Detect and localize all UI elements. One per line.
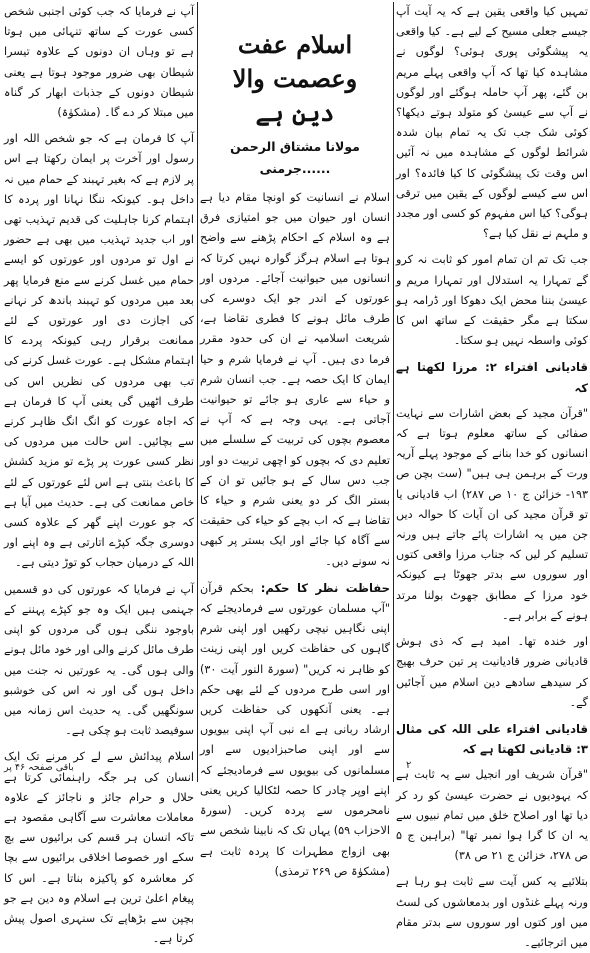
article-title-line-1: اسلام عفت وعصمت والا [232, 30, 358, 93]
middle-column [200, 2, 390, 878]
article-title-block [200, 28, 390, 180]
right-column [396, 2, 588, 949]
right-paragraph-5: "قرآن شریف اور انجیل سے یہ ثابت ہے کہ یہودیوں نے حضرت عیسیٰ کو رد کر دیا تھا اور اصلاح خلق میں تمام نبیوں سے یہ ان کا گرا ہوا نمبر تھا" (براہین ج ۵ ص ۲۷۸، خزائن ج ۲۱ ص ۳۸) [396, 768, 588, 863]
left-paragraph-3: آپ نے فرمایا کہ عورتوں کی دو قسمیں جہنمی ہیں ایک وہ جو کپڑے پہننے کے باوجود ننگی ہوں گی مردوں کو اپنی طرف مائل کرنے والی اور خود مائل ہونے والی ہوں گی۔ یہ عورتیں نہ جنت میں داخل ہوں گی اور نہ اس کی خوشبو سونگھیں گی۔ یہ حدیث اس زمانہ میں سوفیصد ثابت ہو چکی ہے۔ [4, 582, 194, 738]
right-heading-2: قادیانی افتراء علی اللہ کی مثال ۳: قادیانی لکھتا ہے کہ [396, 721, 588, 757]
middle-paragraph-2: بحکم قرآن "آپ مسلمان عورتوں سے فرمادیجئے کہ اپنی نگاہیں نیچی رکھیں اور اپنی شرم گاہوں کی حفاظت کریں اور اپنی زینت کو ظاہر نہ کریں" (سورۃ النور آیت ۳۰) اور اسی طرح مردوں کے لئے بھی حکم ہے۔ یعنی آنکھوں کی حفاظت کریں ارشاد ربانی ہے اے نبی آپ اپنی بیویوں سے اور اپنی صاحبزادیوں سے اور مسلمانوں کی بیویوں سے فرمادیجئے کہ اپنے اوپر چادر کا حصہ لٹکالیا کریں یعنی نامحرموں سے پردہ کریں۔ (سورۃ الاحزاب ۵۹) یہاں تک کہ نابینا شخص سے بھی ازواج مطہرات کا پردہ ثابت ہے (مشکوٰۃ ص ۲۶۹ ترمذی) [200, 581, 390, 878]
column-divider-left [197, 2, 198, 782]
left-paragraph-4: اسلام پیدائش سے لے کر مرنے تک ایک انسان کی ہر جگہ راہنمائی کرتا ہے حلال و حرام جائز و ناجائز کے علاوہ معاملات معاشرت سے آگاہی مقصود ہے تاکہ انسان ہر قسم کی برائیوں سے بچ سکے اور خصوصا اخلاقی برائیوں سے بچا کر معاشرہ کو پاکیزہ بناتا ہے۔ اس کا پیغام اعلیٰ ترین ہے اسلام وہ دین ہے جو بچپن سے بڑھاپے تک سنہری اصول پیش کرتا ہے۔ [4, 750, 194, 946]
article-title-line-2: دین ہے [255, 98, 335, 127]
continued-note: باقی صفحہ ۴۶ پر [4, 762, 74, 773]
column-divider-right [393, 2, 394, 782]
right-paragraph-2: جب تک تم ان تمام امور کو ثابت نہ کرو گے تمہارا یہ استدلال اور تمہارا مریم و عیسیٰ بننا محض ایک دھوکا اور ڈرامہ ہو سکتا ہے مگر حقیقت کے ساتھ اس کا کوئی واسطہ نہیں ہو سکتا۔ [396, 253, 588, 348]
left-paragraph-2: آپ کا فرمان ہے کہ جو شخص اللہ اور رسول اور آخرت پر ایمان رکھتا ہے اس پر لازم ہے کہ بغیر تہبند کے حمام میں نہ داخل ہو۔ کیونکہ ننگا نہانا اور پردہ کا اہتمام کرنا جاہلیت کی قدیم تہذیب تھی اور اب جدید تہذیب میں بھی ہے حضور نے اول تو مردوں اور عورتوں کو ایسے حمام میں غسل کرنے سے منع فرمایا پھر بعد میں مردوں کو تہبند باندھ کر نہانے کی اجازت دی اور عورتوں کے لئے ممانعت برقرار رہی کیونکہ پردے کا اہتمام مشکل ہے۔ عورت غسل کرنے کی تب بھی مردوں کی نظریں اس کی طرف اٹھیں گی یعنی آپ کا فرمان ہے کہ اجاہ عورت کو انگ انگ ظاہر کرنے سے بچائیں۔ اس حالت میں مردوں کی نظر کسی عورت پر پڑے تو مزید کشش کا باعث بنتی ہے اس لئے عورتوں کے لئے خاص ممانعت کی ہے۔ حدیث میں آیا ہے کہ جو عورت اپنے گھر کے علاوہ کسی دوسری جگہ کپڑے اتارتی ہے وہ اپنے اور اللہ کے درمیان حجاب کو توڑ دیتی ہے۔ [4, 132, 194, 570]
left-column [4, 2, 194, 946]
middle-paragraph-1: اسلام نے انسانیت کو اونچا مقام دیا ہے انسان اور حیوان میں جو امتیازی فرق ہے وہ اسلام کے احکام پڑھنے سے واضح ہوتا ہے اسلام ہرگز گوارہ نہیں کرتا کہ انسانوں میں حیوانیت آجائے۔ مردوں اور عورتوں کے اندر جو ایک دوسرے کی طرف مائل ہونے کا فطری تقاضا ہے، شریعت اسلامیہ نے ان کی حدود مقرر فرما دی ہیں۔ آپ نے فرمایا شرم و حیا ایمان کا ایک حصہ ہے۔ جب انسان شرم و حیاء سے عاری ہو جائے تو حیوانیت آجاتی ہے۔ یہی وجہ ہے کہ آپ نے معصوم بچوں کی تربیت کے سلسلے میں تعلیم دی کہ بچوں کو اچھی تربیت دو اور جب دس سال کے ہو جائیں تو ان کے بستر الگ کر دو یعنی شرم و حیاء کا تقاضا ہے کہ اب بچے کو حیاء کی حقیقت سے آگاہ کیا جائے اور ایک بستر پر کبھی نہ سونے دیں۔ [200, 191, 390, 568]
right-paragraph-6: بتلائیے یہ کس آیت سے ثابت ہو رہا ہے ورنہ پہلے غنڈوں اور بدمعاشوں کی لسٹ میں اور کتوں اور سوروں سے بدتر مقام میں اترجائیے۔ [396, 875, 588, 949]
page-number: ۲ [406, 760, 412, 771]
left-paragraph-1: آپ نے فرمایا کہ جب کوئی اجنبی شخص کسی عورت کے ساتھ تنہائی میں ہوتا ہے تو وہاں ان دونوں کے علاوہ تیسرا شیطان بھی ضرور موجود ہوتا ہے یعنی شیطان دونوں کے جذبات ابھار کر گناہ میں مبتلا کر دے گا۔ (مشکوٰۃ) [4, 5, 194, 120]
right-paragraph-1: تمہیں کیا واقعی یقین ہے کہ یہ آیت آپ جیسے جعلی مسیح کے لیے ہے۔ کیا واقعی یہ پیشگوئی پوری ہوئی؟ لوگوں نے مشاہدہ کیا تھا کہ آپ واقعی پہلے مریم بن گئے، پھر آپ حاملہ ہوگئے اور لوگوں نے آپ سے عیسیٰ کو متولد ہوتے دیکھا؟ کوئی شک جب تک یہ تمام بیان شدہ شرائط لوگوں کے مشاہدہ میں نہ آئیں اس وقت تک پیشگوئی کا کیا فائدہ؟ اور اس سے کیسے لوگوں کے یقین میں ترقی ہوگی؟ کیا اس مفہوم کو کسی اور مجدد و ملہم نے نقل کیا ہے؟ [396, 5, 588, 241]
right-heading-1: قادیانی افتراء ۲: مرزا لکھتا ہے کہ [396, 360, 588, 395]
article-author: مولانا مشتاق الرحمن ......جرمنی [230, 139, 360, 176]
right-paragraph-3: "قرآن مجید کے بعض اشارات سے نہایت صفائی کے ساتھ معلوم ہوتا ہے کہ انسانوں کو خدا بنانے کے موجود پہلے آریہ ورت کے برہمن ہی ہیں" (ست بچن ص ۱۹۳- خزائن ج ۱۰ ص ۲۸۷) اب قادیانی یا تو قرآن مجید کی ان آیات کا حوالہ دیں جن میں یہ اشارات پائے جاتے ہیں ورنہ تسلیم کر لیں کہ جناب مرزا واقعی کتوں اور سوروں سے بدتر جھوٹا ہے کیونکہ خود مرزا کے مطابق جھوٹ بولنا مرتد ہونے کے برابر ہے۔ [396, 406, 588, 622]
middle-heading-1: حفاظت نظر کا حکم: [260, 580, 390, 595]
right-paragraph-4: اور خندہ تھا۔ امید ہے کہ ذی ہوش قادیانی ضرور قادیانیت پر تین حرف بھیج کر سیدھے سادھے دین اسلام میں آجائیں گے۔ [396, 635, 588, 709]
